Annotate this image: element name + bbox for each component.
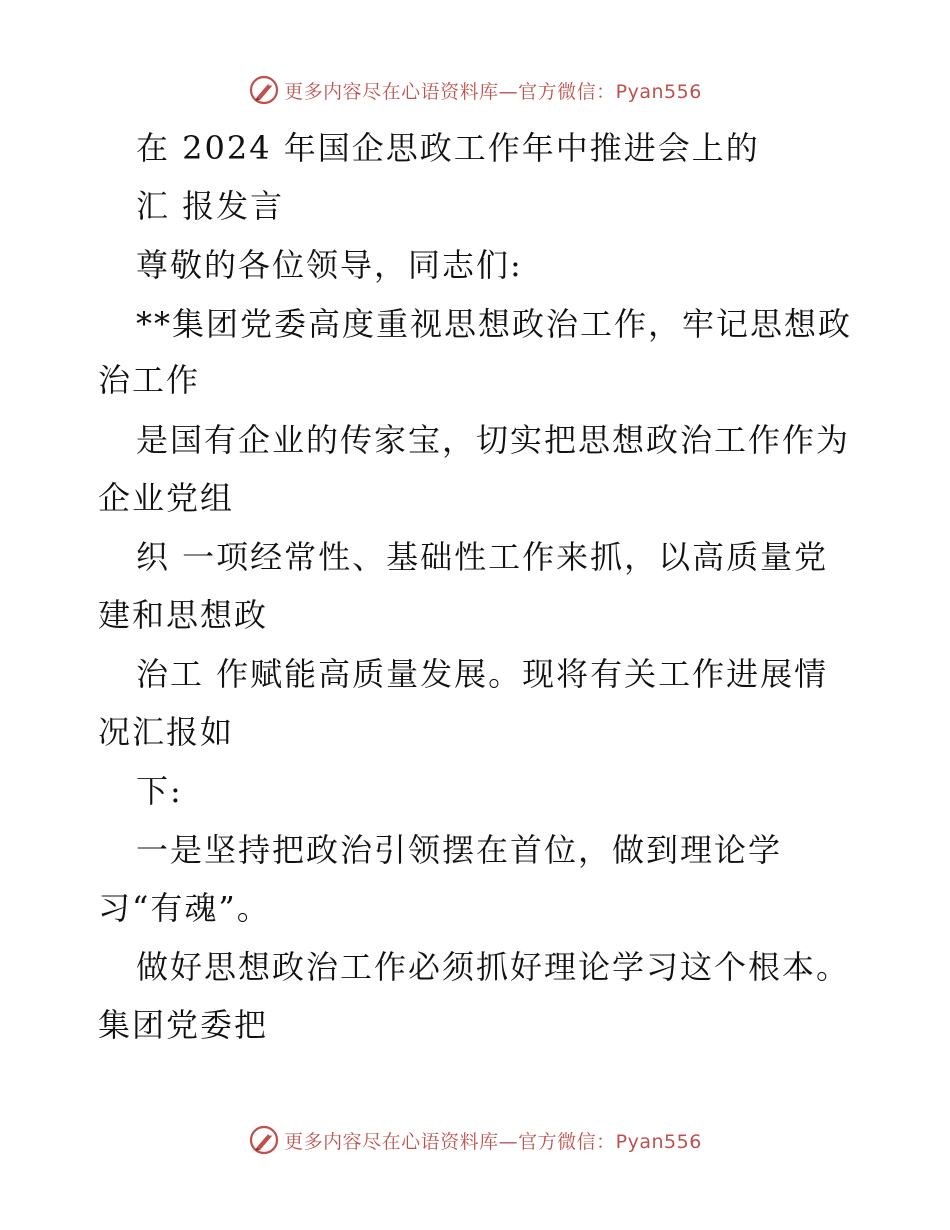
section-heading-line: 习“有魂”。 bbox=[98, 889, 271, 927]
pen-logo-icon bbox=[248, 1124, 280, 1156]
paragraph-line: 况汇报如 bbox=[98, 713, 235, 751]
pen-logo-icon bbox=[248, 74, 280, 106]
title-line-2: 汇 报发言 bbox=[136, 187, 285, 225]
salutation: 尊敬的各位领导，同志们: bbox=[136, 246, 523, 284]
footer-watermark bbox=[0, 1122, 950, 1158]
title-line-1: 在 2024 年国企思政工作年中推进会上的 bbox=[136, 129, 760, 167]
paragraph-line: 治工 作赋能高质量发展。现将有关工作进展情 bbox=[136, 655, 829, 693]
paragraph-line: 是国有企业的传家宝，切实把思想政治工作作为 bbox=[136, 421, 851, 459]
watermark-text: 更多内容尽在心语资料库—官方微信：Pyan556 bbox=[284, 1130, 702, 1153]
paragraph-line: 企业党组 bbox=[98, 479, 235, 517]
paragraph-line: 治工作 bbox=[98, 361, 201, 399]
paragraph-line: 织 一项经常性、基础性工作来抓，以高质量党 bbox=[136, 538, 829, 576]
paragraph-line: **集团党委高度重视思想政治工作，牢记思想政 bbox=[136, 305, 853, 343]
paragraph-line: 建和思想政 bbox=[98, 596, 269, 634]
paragraph-line: 集团党委把 bbox=[98, 1006, 269, 1044]
watermark-text: 更多内容尽在心语资料库—官方微信：Pyan556 bbox=[284, 80, 702, 103]
section-heading-line: 一是坚持把政治引领摆在首位，做到理论学 bbox=[136, 831, 783, 869]
paragraph-line: 做好思想政治工作必须抓好理论学习这个根本。 bbox=[136, 948, 851, 986]
paragraph-line: 下: bbox=[136, 772, 183, 810]
header-watermark bbox=[0, 72, 950, 108]
